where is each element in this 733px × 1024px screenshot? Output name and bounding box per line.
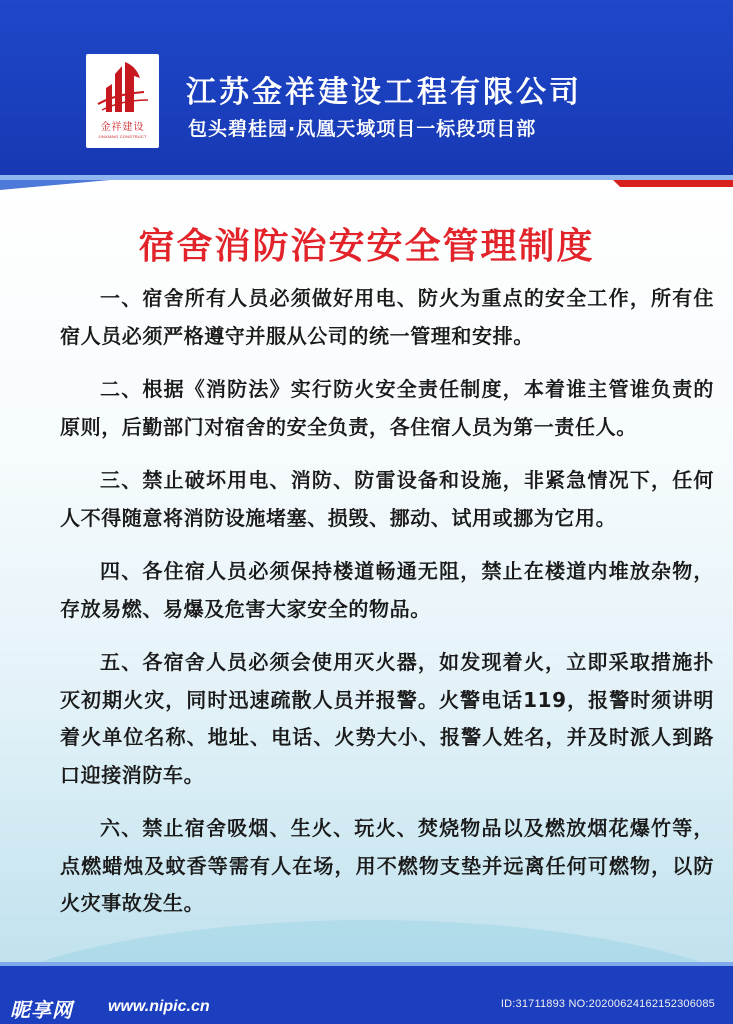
rule-item: 五、各宿舍人员必须会使用灭火器，如发现着火，立即采取措施扑灭初期火灾，同时迅速疏散人员并报警。火警电话119，报警时须讲明着火单位名称、地址、电话、火势大小、报警人姓名，并及时派人到路口迎接消防车。: [60, 650, 714, 787]
logo-text-en: JINXIANG CONSTRUCT: [98, 134, 147, 139]
project-name: 包头碧桂园·凤凰天域项目一标段项目部: [188, 118, 537, 140]
rule-item: 三、禁止破坏用电、消防、防雷设备和设施，非紧急情况下，任何人不得随意将消防设施堵塞、损毁、挪动、试用或挪为它用。: [60, 468, 714, 530]
decorative-red-stripe: [613, 180, 733, 187]
watermark-url: www.nipic.cn: [108, 998, 210, 1015]
logo-text-cn: 金祥建设: [100, 122, 145, 133]
rules-list: [60, 280, 714, 939]
rule-item: 二、根据《消防法》实行防火安全责任制度，本着谁主管谁负责的原则，后勤部门对宿舍的安全负责，各住宿人员为第一责任人。: [60, 377, 714, 439]
rule-item: 一、宿舍所有人员必须做好用电、防火为重点的安全工作，所有住宿人员必须严格遵守并服从公司的统一管理和安排。: [60, 286, 714, 348]
company-logo: [86, 54, 159, 148]
header-banner: [0, 0, 733, 175]
company-name: 江苏金祥建设工程有限公司: [186, 75, 582, 110]
rule-item: 四、各住宿人员必须保持楼道畅通无阻，禁止在楼道内堆放杂物，存放易燃、易爆及危害大家安全的物品。: [60, 559, 714, 621]
page-title: 宿舍消防治安安全管理制度: [138, 226, 595, 267]
rule-item: 六、禁止宿舍吸烟、生火、玩火、焚烧物品以及燃放烟花爆竹等，点燃蜡烛及蚊香等需有人在场，用不燃物支垫并远离任何可燃物，以防火灾事故发生。: [60, 816, 714, 915]
watermark-site-name: 昵享网: [10, 998, 73, 1022]
watermark-id: ID:31711893 NO:20200624162152306085: [500, 998, 715, 1010]
header-divider: [0, 175, 733, 180]
